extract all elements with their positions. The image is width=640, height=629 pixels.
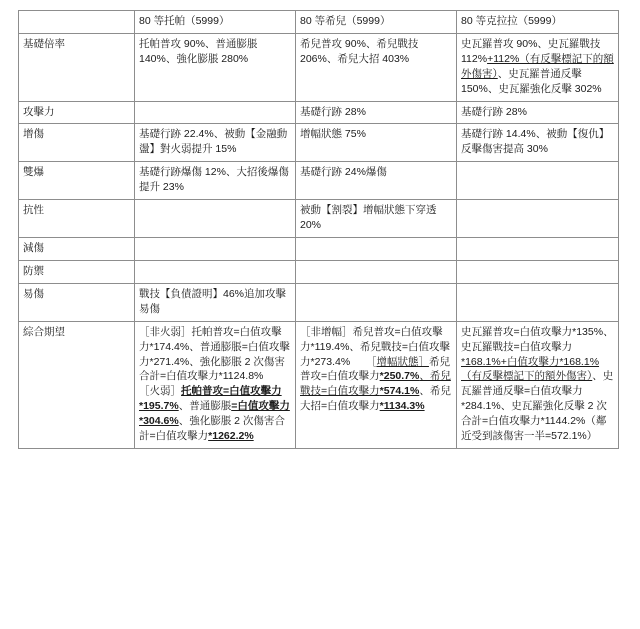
header-blank <box>19 11 135 34</box>
row-label-0: 基礎倍率 <box>19 33 135 101</box>
text-segment: +112%（有反擊標記下的額外傷害） <box>461 52 614 80</box>
cell-xiner-5 <box>296 237 457 260</box>
cell-kela-summary <box>457 321 619 448</box>
header-col-xiner: 80 等希兒（5999） <box>296 11 457 34</box>
text-segment: *250.7% <box>379 370 420 383</box>
table-row <box>19 283 619 321</box>
text-segment: 史瓦羅普攻 90%、史瓦羅戰技 112% <box>461 37 604 65</box>
row-label-3: 雙爆 <box>19 162 135 200</box>
text-segment: 、希兒戰技=白值攻擊力 <box>300 370 451 398</box>
row-label-7: 易傷 <box>19 283 135 321</box>
cell-kela-2: 基礎行跡 14.4%、被動【復仇】反擊傷害提高 30% <box>457 124 619 162</box>
text-segment: *168.1%+白值攻擊力*168.1%（有反擊標記下的額外傷害） <box>461 355 600 383</box>
text-segment: 、希兒大招=白值攻擊力 <box>300 385 451 413</box>
cell-xiner-3: 基礎行跡 24%爆傷 <box>296 162 457 200</box>
row-label-2: 增傷 <box>19 124 135 162</box>
cell-kela-6 <box>457 260 619 283</box>
cell-tuopa-5 <box>135 237 296 260</box>
row-label-summary: 綜合期望 <box>19 321 135 448</box>
text-segment: 、普通膨脹 <box>178 400 232 413</box>
text-segment: *574.1% <box>379 385 420 398</box>
stat-comparison-table <box>18 10 619 449</box>
text-segment: 增幅狀態］ <box>376 355 429 368</box>
table-row <box>19 260 619 283</box>
cell-xiner-0: 希兒普攻 90%、希兒戰技 206%、希兒大招 403% <box>296 33 457 101</box>
text-segment: 史瓦羅普攻=白值攻擊力*135%、史瓦羅戰技=白值攻擊力 <box>461 325 614 353</box>
cell-xiner-summary <box>296 321 457 448</box>
cell-xiner-1: 基礎行跡 28% <box>296 101 457 124</box>
cell-xiner-6 <box>296 260 457 283</box>
header-col-tuopa: 80 等托帕（5999） <box>135 11 296 34</box>
cell-tuopa-4 <box>135 200 296 238</box>
text-segment: 、史瓦羅普通反擊 150%、史瓦羅強化反擊 302% <box>461 67 602 95</box>
text-segment: ［非增幅］希兒普攻=白值攻擊力*119.4%、希兒戰技=白值攻擊力*273.4% ［ <box>300 325 451 368</box>
cell-xiner-7 <box>296 283 457 321</box>
cell-xiner-4: 被動【割裂】增幅狀態下穿透 20% <box>296 200 457 238</box>
text-segment: 、史瓦羅普通反擊=白值攻擊力*284.1%、史瓦羅強化反擊 2 次合計=白值攻擊力*1144.2%（鄰近受到該傷害一半=572.1%） <box>461 370 614 443</box>
cell-tuopa-1 <box>135 101 296 124</box>
cell-xiner-2: 增幅狀態 75% <box>296 124 457 162</box>
table-row <box>19 124 619 162</box>
header-col-kela: 80 等克拉拉（5999） <box>457 11 619 34</box>
cell-tuopa-7: 戰技【負債證明】46%追加攻擊易傷 <box>135 283 296 321</box>
row-label-5: 減傷 <box>19 237 135 260</box>
text-segment: =白值攻擊力*304.6% <box>139 400 290 428</box>
table-header-row <box>19 11 619 34</box>
text-segment: *1134.3% <box>379 400 425 413</box>
cell-tuopa-0: 托帕普攻 90%、普通膨脹 140%、強化膨脹 280% <box>135 33 296 101</box>
cell-tuopa-summary <box>135 321 296 448</box>
row-label-4: 抗性 <box>19 200 135 238</box>
table-row <box>19 162 619 200</box>
summary-row <box>19 321 619 448</box>
cell-kela-4 <box>457 200 619 238</box>
stat-comparison-sheet <box>18 10 618 449</box>
cell-tuopa-2: 基礎行跡 22.4%、被動【金融動盪】對火弱提升 15% <box>135 124 296 162</box>
cell-tuopa-6 <box>135 260 296 283</box>
cell-kela-3 <box>457 162 619 200</box>
table-header <box>19 11 619 34</box>
table-row <box>19 237 619 260</box>
text-segment: *1262.2% <box>208 430 254 443</box>
cell-tuopa-3: 基礎行跡爆傷 12%、大招後爆傷提升 23% <box>135 162 296 200</box>
row-label-6: 防禦 <box>19 260 135 283</box>
text-segment: 、強化膨脹 2 次傷害合計=白值攻擊力 <box>139 415 285 443</box>
table-body <box>19 33 619 448</box>
row-label-1: 攻擊力 <box>19 101 135 124</box>
text-segment: 希兒普攻=白值攻擊力 <box>300 355 450 383</box>
table-row <box>19 33 619 101</box>
text-segment: 托帕普攻=白值攻擊力*195.7% <box>139 385 282 413</box>
text-segment: ［非火弱］托帕普攻=白值攻擊力*174.4%、普通膨脹=白值攻擊力*271.4%、強化膨脹 2 次傷害合計=白值攻擊力*1124.8% ［火弱］ <box>139 325 295 398</box>
table-row <box>19 200 619 238</box>
table-row <box>19 101 619 124</box>
cell-kela-1: 基礎行跡 28% <box>457 101 619 124</box>
cell-kela-5 <box>457 237 619 260</box>
cell-kela-0 <box>457 33 619 101</box>
cell-kela-7 <box>457 283 619 321</box>
